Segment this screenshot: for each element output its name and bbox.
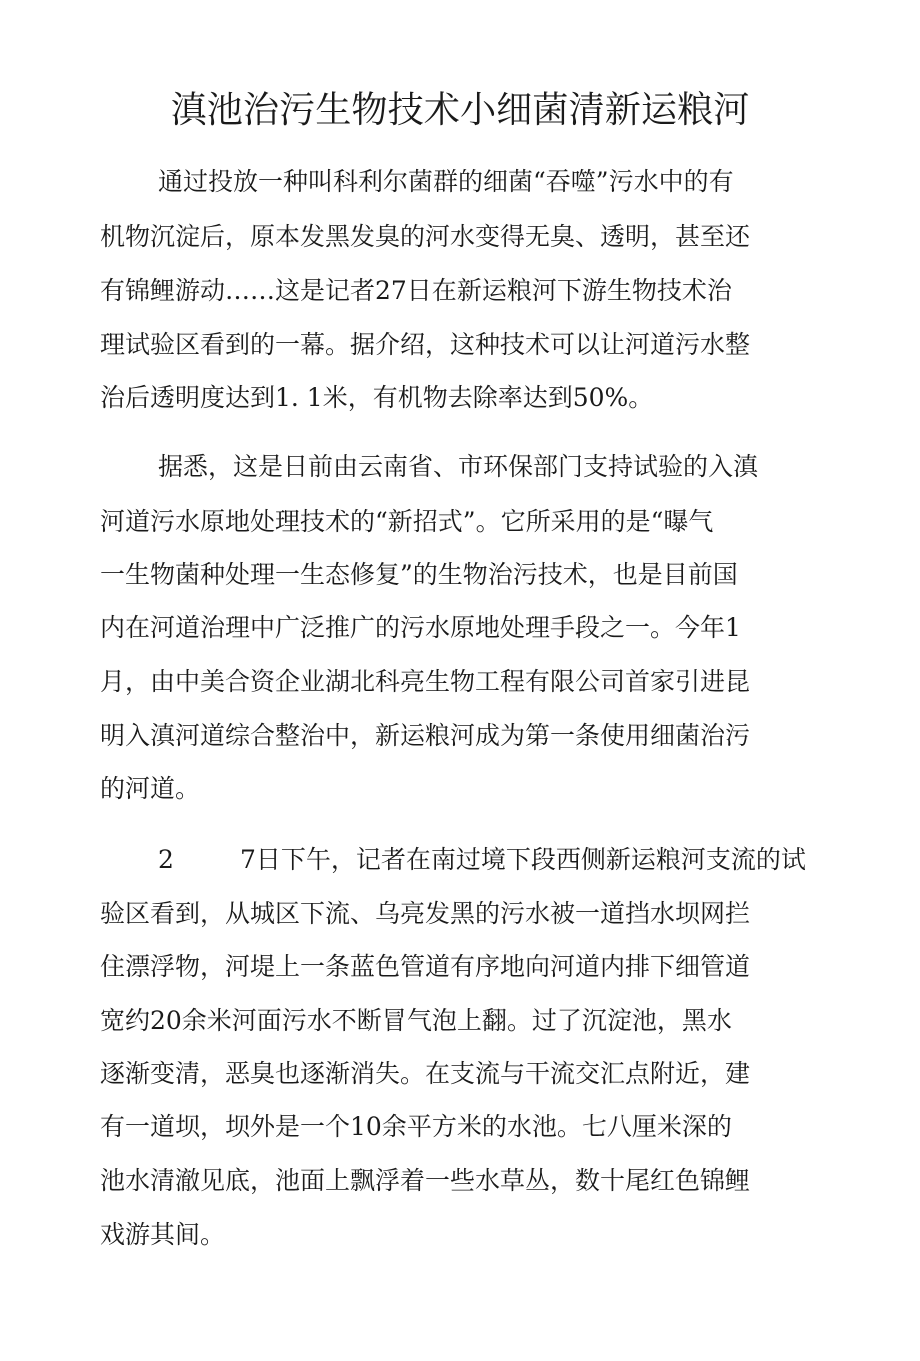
paragraph-line: 宽约20余米河面污水不断冒气泡上翻。过了沉淀池，黑水 bbox=[100, 1006, 732, 1035]
paragraph-line: 一生物菌种处理一生态修复”的生物治污技术，也是目前国 bbox=[100, 560, 738, 589]
paragraph-line: 住漂浮物，河堤上一条蓝色管道有序地向河道内排下细管道 bbox=[100, 952, 751, 981]
paragraph-number: 2 bbox=[158, 845, 174, 874]
paragraph-line: 逐渐变清，恶臭也逐渐消失。在支流与干流交汇点附近，建 bbox=[100, 1059, 751, 1088]
paragraph-line: 通过投放一种叫科利尔菌群的细菌“吞噬”污水中的有 bbox=[158, 167, 734, 196]
paragraph-line: 7日下午，记者在南过境下段西侧新运粮河支流的试 bbox=[240, 845, 806, 874]
paragraph-line: 的河道。 bbox=[100, 774, 201, 803]
paragraph-line: 机物沉淀后，原本发黑发臭的河水变得无臭、透明，甚至还 bbox=[100, 222, 751, 251]
paragraph-line: 治后透明度达到1. 1米，有机物去除率达到50%。 bbox=[100, 383, 654, 412]
paragraph-line: 有一道坝，坝外是一个10余平方米的水池。七八厘米深的 bbox=[100, 1112, 732, 1141]
paragraph-line: 有锦鲤游动……这是记者27日在新运粮河下游生物技术治 bbox=[100, 276, 732, 305]
paragraph-line: 内在河道治理中广泛推广的污水原地处理手段之一。今年1 bbox=[100, 613, 741, 642]
paragraph-line: 月，由中美合资企业湖北科亮生物工程有限公司首家引进昆 bbox=[100, 667, 751, 696]
article-title: 滇池治污生物技术小细菌清新运粮河 bbox=[170, 88, 750, 131]
paragraph-line: 戏游其间。 bbox=[100, 1220, 226, 1249]
paragraph-line: 理试验区看到的一幕。据介绍，这种技术可以让河道污水整 bbox=[100, 330, 751, 359]
paragraph-line: 据悉，这是日前由云南省、市环保部门支持试验的入滇 bbox=[158, 452, 759, 481]
paragraph-line: 验区看到，从城区下流、乌亮发黑的污水被一道挡水坝网拦 bbox=[100, 899, 751, 928]
paragraph-line: 河道污水原地处理技术的“新招式”。它所采用的是“曝气 bbox=[100, 507, 714, 536]
paragraph-line: 明入滇河道综合整治中，新运粮河成为第一条使用细菌治污 bbox=[100, 721, 751, 750]
paragraph-line: 池水清澈见底，池面上飘浮着一些水草丛，数十尾红色锦鲤 bbox=[100, 1166, 751, 1195]
